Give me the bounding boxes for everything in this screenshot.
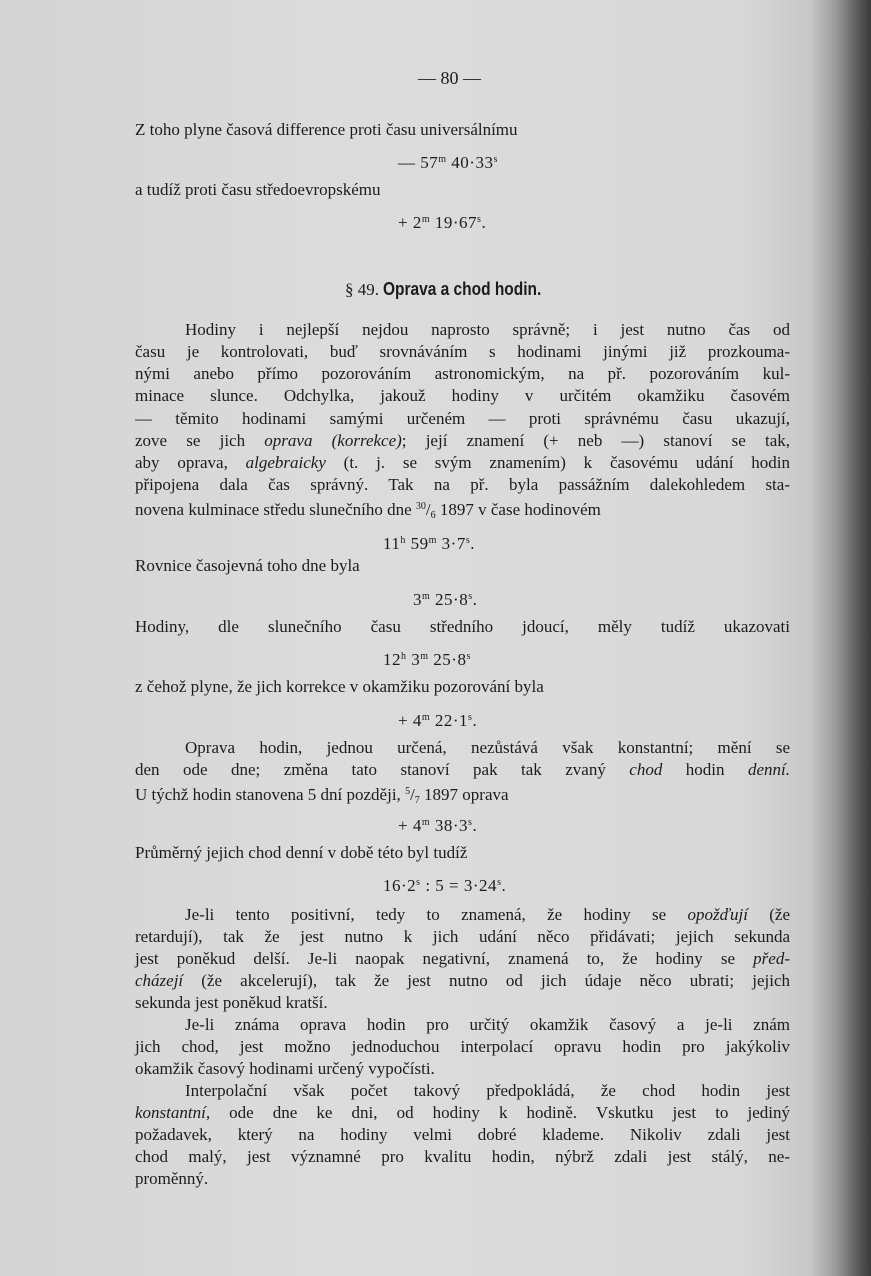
text-segment: Interpolační však počet takový předpokládá, že chod hodin jest	[185, 1081, 790, 1100]
text-segment: 11	[383, 534, 401, 553]
text-line	[185, 320, 790, 340]
text-segment: sekunda jest poněkud kratší.	[135, 993, 328, 1012]
text-segment: retardují), tak že jest nutno k jich udání něco přidávati; jejich sekunda	[135, 927, 790, 946]
text-segment: 3	[406, 650, 421, 669]
text-segment: + 4	[398, 711, 422, 730]
superscript: m	[428, 535, 437, 546]
equation-line	[398, 813, 477, 836]
text-segment: 25·8	[428, 650, 467, 669]
text-segment: § 49.	[345, 280, 384, 299]
text-segment: Z toho plyne časová difference proti času universálnímu	[135, 120, 518, 139]
text-segment: jest poněkud delší. Je-li naopak negativní, znamená to, že hodiny se	[135, 949, 754, 968]
superscript: s	[497, 877, 502, 888]
text-line	[135, 386, 790, 406]
text-line	[135, 120, 518, 140]
text-segment: novena kulminace středu slunečního dne	[135, 500, 416, 519]
text-segment: nými anebo přímo pozorováním astronomickým, na př. pozorováním kul-	[135, 364, 790, 383]
text-segment: připojena dala čas správný. Tak na př. byla passážním dalekohledem sta-	[135, 475, 790, 494]
text-segment: hodin	[662, 760, 748, 779]
text-segment: U týchž hodin stanovena 5 dní později,	[135, 785, 406, 804]
equation-line	[383, 647, 471, 670]
superscript: 30	[415, 501, 426, 512]
superscript: s	[468, 712, 473, 723]
text-segment: + 2	[398, 213, 422, 232]
superscript: s	[468, 817, 473, 828]
italic-text: konstantní,	[135, 1103, 211, 1122]
text-segment: 25·8	[430, 590, 469, 609]
text-line	[135, 927, 790, 947]
text-line	[135, 1147, 790, 1167]
text-line	[135, 556, 360, 576]
superscript: m	[438, 154, 447, 165]
section-heading	[345, 279, 567, 300]
text-segment: zove se jich	[135, 431, 265, 450]
text-segment: 1897 v čase hodinovém	[435, 500, 601, 519]
text-segment: Průměrný jejich chod denní v době této byl tudíž	[135, 843, 468, 862]
text-segment: 3	[413, 590, 422, 609]
text-segment: 1897 oprava	[419, 785, 509, 804]
text-line	[135, 1037, 790, 1057]
text-segment: (že	[747, 905, 790, 924]
text-segment: ode dne ke dni, od hodiny k hodině. Vskutku jest to jediný	[210, 1103, 790, 1122]
text-line	[135, 677, 544, 697]
text-line	[135, 180, 381, 200]
italic-text: algebraicky	[245, 453, 326, 472]
text-segment: (t. j. se svým znamením) k časovému udání hodin	[325, 453, 790, 472]
superscript: m	[421, 712, 431, 723]
text-line	[135, 971, 790, 991]
superscript: m	[422, 591, 431, 602]
italic-text: oprava (korrekce)	[264, 431, 402, 450]
superscript: s	[466, 651, 471, 662]
italic-text: před-	[753, 949, 790, 968]
text-segment: /	[425, 500, 431, 519]
text-line	[135, 409, 790, 429]
text-segment: 19·67	[430, 213, 478, 232]
text-segment: Hodiny, dle slunečního času středního jdoucí, měly tudíž ukazovati	[135, 617, 790, 636]
superscript: m	[421, 817, 431, 828]
text-line	[185, 905, 790, 925]
subscript: 6	[430, 510, 436, 521]
text-line	[135, 843, 467, 863]
text-segment: 22·1	[430, 711, 469, 730]
text-line	[135, 760, 790, 780]
text-line	[135, 475, 790, 495]
text-segment: den ode dne; změna tato stanoví pak tak zvaný	[135, 760, 630, 779]
superscript: m	[421, 214, 431, 225]
text-segment: okamžik časový hodinami určený vypočísti.	[135, 1059, 435, 1078]
text-line	[135, 782, 509, 811]
text-segment: a tudíž proti času středoevropskému	[135, 180, 381, 199]
italic-text: opožďují	[687, 905, 748, 924]
text-segment: jich chod, jest možno jednoduchou interpolací opravu hodin pro jakýkoliv	[135, 1037, 790, 1056]
heading-title: Oprava a chod hodin.	[383, 279, 542, 299]
superscript: s	[465, 535, 471, 546]
text-segment: z čehož plyne, že jich korrekce v okamžiku pozorování byla	[135, 677, 544, 696]
italic-text: denní.	[747, 760, 790, 779]
equation-line	[398, 150, 498, 173]
text-line	[185, 1015, 790, 1035]
equation-line	[413, 587, 477, 610]
text-segment: ; její znamení (+ neb —) stanoví se tak,	[401, 431, 791, 450]
superscript: s	[468, 591, 473, 602]
text-segment: minace slunce. Odchylka, jakouž hodiny v určitém okamžiku časovém	[135, 386, 790, 405]
text-segment: proměnný.	[135, 1169, 209, 1188]
text-line	[135, 1103, 790, 1123]
text-segment: : 5 = 3·24	[420, 876, 498, 895]
text-line	[135, 1169, 208, 1189]
text-line	[185, 1081, 790, 1101]
text-line	[135, 1059, 435, 1079]
text-segment: 38·3	[430, 816, 469, 835]
text-segment: požadavek, který na hodiny velmi dobré klademe. Nikoliv zdali jest	[135, 1125, 790, 1144]
text-line	[135, 364, 790, 384]
text-line	[135, 453, 790, 473]
text-segment: 12	[383, 650, 401, 669]
italic-text: cházejí	[135, 971, 184, 990]
text-line	[135, 949, 790, 969]
text-segment: .	[501, 876, 507, 895]
text-segment: 59	[405, 534, 429, 553]
text-segment: Je-li tento positivní, tedy to znamená, že hodiny se	[185, 905, 688, 924]
text-segment: Oprava hodin, jednou určená, nezůstává však konstantní; mění se	[185, 738, 790, 757]
superscript: h	[400, 535, 406, 546]
text-segment: + 4	[398, 816, 422, 835]
text-line	[185, 738, 790, 758]
equation-line	[383, 531, 475, 554]
equation-line	[398, 210, 486, 233]
equation-line	[398, 708, 477, 731]
text-segment: 16·2	[383, 876, 417, 895]
text-segment: .	[472, 816, 478, 835]
text-line	[135, 617, 790, 637]
text-segment: .	[470, 534, 475, 553]
page-number: — 80 —	[418, 68, 481, 88]
text-segment: Hodiny i nejlepší nejdou naprosto správně; i jest nutno čas od	[185, 320, 790, 339]
text-line	[135, 431, 790, 451]
equation-line	[383, 873, 506, 896]
text-line	[135, 1125, 790, 1145]
superscript: s	[493, 154, 498, 165]
text-segment: 3·7	[436, 534, 466, 553]
superscript: s	[477, 214, 482, 225]
text-segment: Rovnice časojevná toho dne byla	[135, 556, 360, 575]
text-segment: aby oprava,	[135, 453, 246, 472]
superscript: s	[416, 877, 421, 888]
superscript: 5	[405, 786, 411, 797]
text-segment: .	[481, 213, 487, 232]
text-segment: chod malý, jest významné pro kvalitu hodin, nýbrž zdali jest stálý, ne-	[135, 1147, 790, 1166]
italic-text: chod	[629, 760, 663, 779]
text-segment: /	[410, 785, 415, 804]
text-line	[135, 342, 790, 362]
text-line	[135, 497, 601, 526]
subscript: 7	[414, 795, 420, 806]
superscript: h	[401, 651, 407, 662]
text-segment: času je kontrolovati, buď srovnáváním s hodinami jinými již prozkouma-	[135, 342, 790, 361]
text-segment: — těmito hodinami samými určeném — proti správnému času ukazují,	[135, 409, 790, 428]
text-segment: Je-li známa oprava hodin pro určitý okamžik časový a je-li znám	[185, 1015, 790, 1034]
text-segment: .	[472, 711, 478, 730]
text-segment: — 57	[398, 153, 439, 172]
text-segment: (že akcelerují), tak že jest nutno od jich údaje něco ubrati; jejich	[183, 971, 790, 990]
text-line	[135, 993, 328, 1013]
superscript: m	[420, 651, 429, 662]
text-segment: .	[472, 590, 478, 609]
text-segment: 40·33	[446, 153, 494, 172]
